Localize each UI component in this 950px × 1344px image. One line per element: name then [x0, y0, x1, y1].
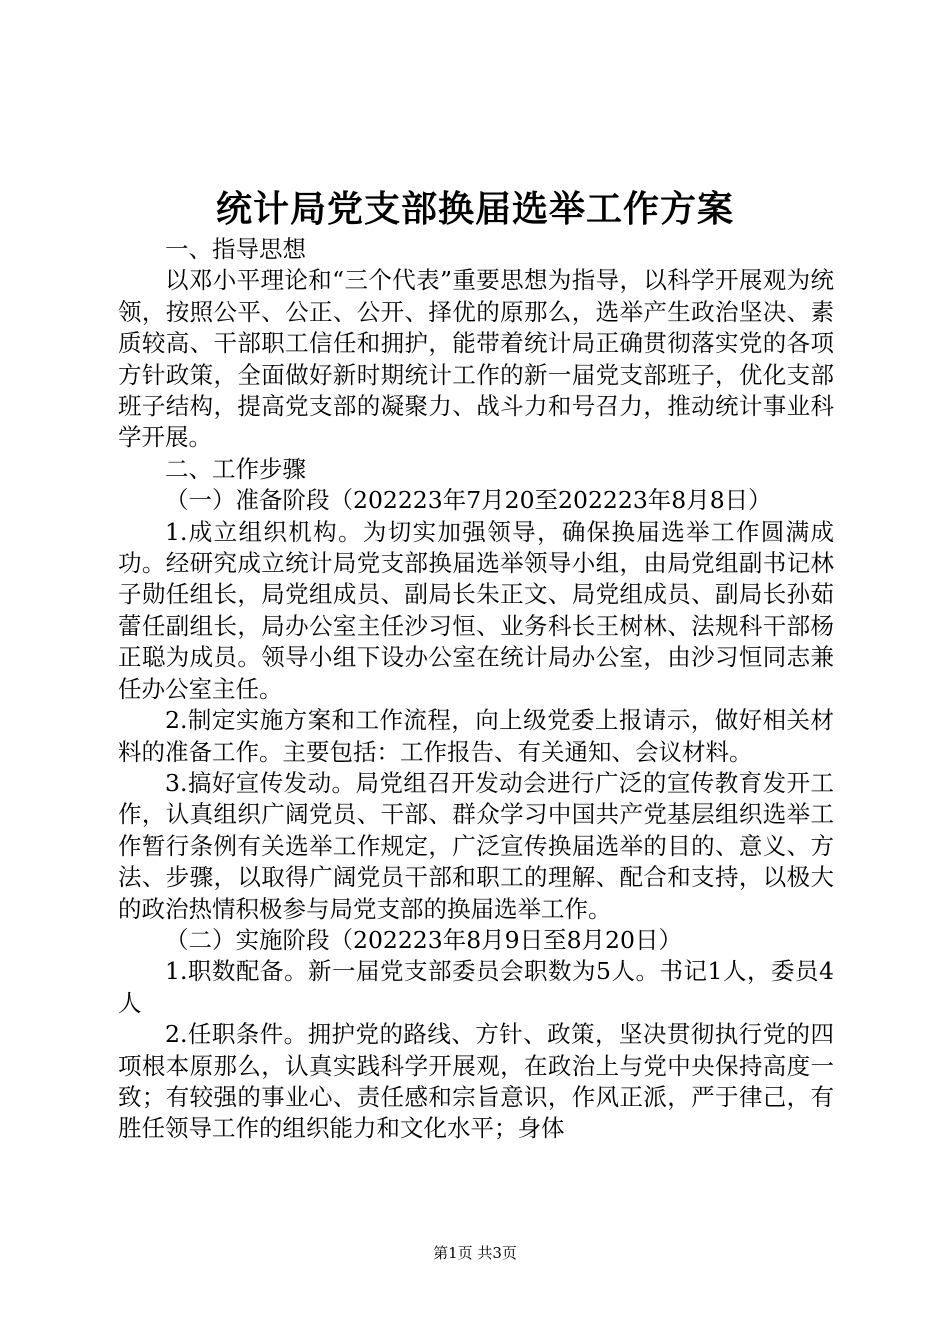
subsection-heading-preparation: （一）准备阶段（202223年7月20至202223年8月8日）: [165, 486, 772, 515]
document-body: [118, 234, 834, 1145]
paragraph: 3.搞好宣传发动。局党组召开发动会进行广泛的宣传教育发开工作，认真组织广阔党员、干部、群众学习中国共产党基层组织选举工作暂行条例有关选举工作规定，广泛宣传换届选举的目的、意义、方法、步骤，以取得广阔党员干部和职工的理解、配合和支持，以极大的政治热情积极参与局党支部的换届选举工作。: [118, 768, 834, 923]
paragraph: 1.职数配备。新一届党支部委员会职数为5人。书记1人，委员4人: [118, 957, 834, 1017]
section-heading-work-steps: 二、工作步骤: [165, 454, 306, 483]
page-footer: 第1页 共3页: [433, 1244, 517, 1262]
section-heading-guiding-ideology: 一、指导思想: [165, 235, 306, 263]
paragraph: 1.成立组织机构。为切实加强领导，确保换届选举工作圆满成功。经研究成立统计局党支部换届选举领导小组，由局党组副书记林子勋任组长，局党组成员、副局长朱正文、局党组成员、副局长孙茹蕾任副组长，局办公室主任沙习恒、业务科长王树林、法规科干部杨正聪为成员。领导小组下设办公室在统计局办公室，由沙习恒同志兼任办公室主任。: [118, 517, 834, 703]
paragraph: 以邓小平理论和“三个代表”重要思想为指导，以科学开展观为统领，按照公平、公正、公开、择优的原那么，选举产生政治坚决、素质较高、干部职工信任和拥护，能带着统计局正确贯彻落实党的各项方针政策，全面做好新时期统计工作的新一届党支部班子，优化支部班子结构，提高党支部的凝聚力、战斗力和号召力，推动统计事业科学开展。: [118, 266, 834, 452]
document-title: 统计局党支部换届选举工作方案: [215, 188, 734, 230]
paragraph: 2.制定实施方案和工作流程，向上级党委上报请示，做好相关材料的准备工作。主要包括：工作报告、有关通知、会议材料。: [118, 706, 834, 766]
subsection-heading-implementation: （二）实施阶段（202223年8月9日至8月20日）: [165, 925, 682, 954]
paragraph: 2.任职条件。拥护党的路线、方针、政策，坚决贯彻执行党的四项根本原那么，认真实践科学开展观，在政治上与党中央保持高度一致；有较强的事业心、责任感和宗旨意识，作风正派，严于律己，有胜任领导工作的组织能力和文化水平；身体: [118, 1020, 834, 1143]
